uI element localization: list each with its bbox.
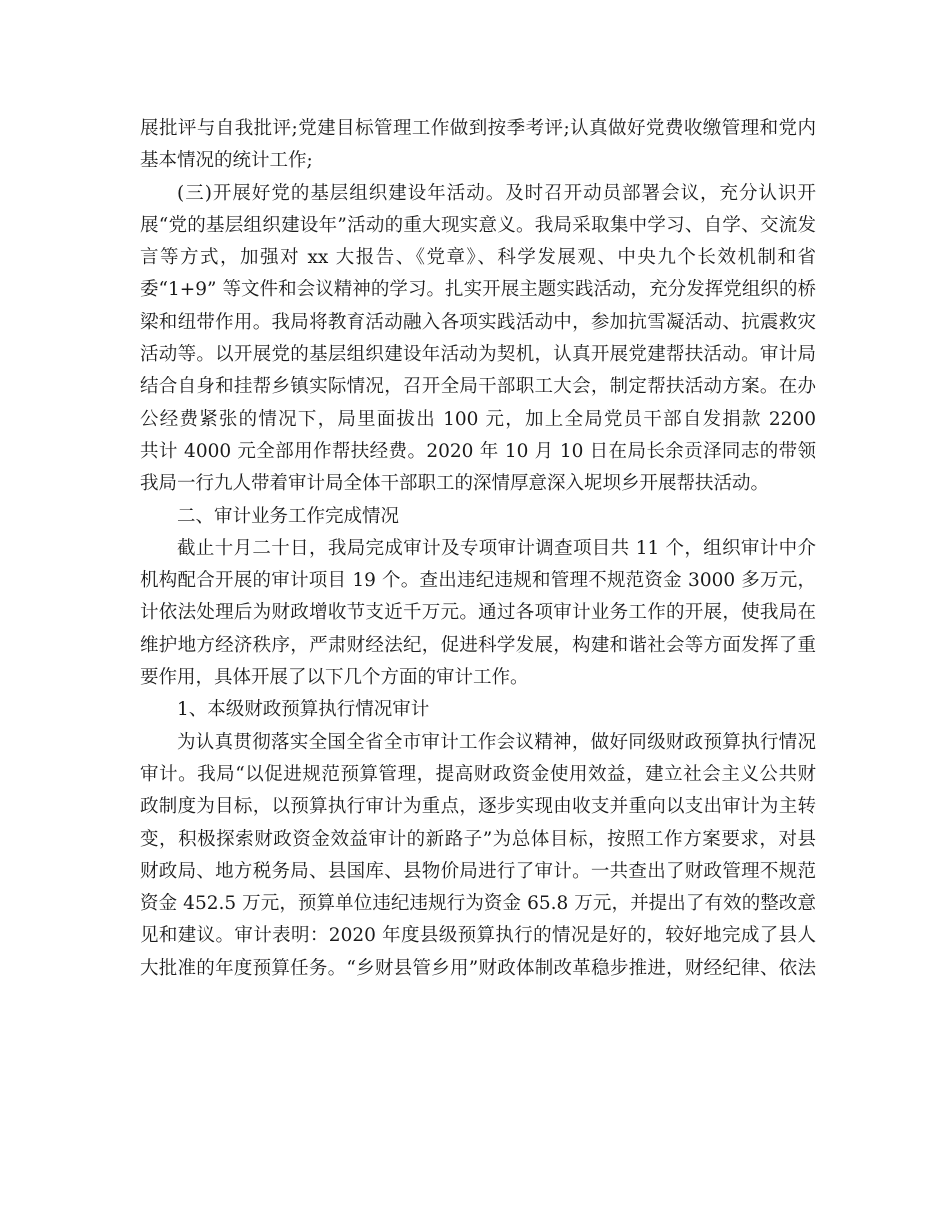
text-line: 截止十月二十日，我局完成审计及专项审计调查项目共 11 个，组织审计中介 — [177, 537, 816, 559]
text-line: 展“党的基层组织建设年”活动的重大现实意义。我局采取集中学习、自学、交流发 — [140, 214, 816, 236]
text-line: 结合自身和挂帮乡镇实际情况，召开全局干部职工大会，制定帮扶活动方案。在办 — [140, 376, 816, 398]
text-line: 要作用，具体开展了以下几个方面的审计工作。 — [140, 667, 529, 689]
text-line: 维护地方经济秩序，严肃财经法纪，促进科学发展，构建和谐社会等方面发挥了重 — [140, 634, 816, 656]
text-line: 政制度为目标，以预算执行审计为重点，逐步实现由收支并重向以支出审计为主转 — [140, 796, 816, 818]
text-line: 财政局、地方税务局、县国库、县物价局进行了审计。一共查出了财政管理不规范 — [140, 860, 816, 882]
text-line: 变，积极探索财政资金效益审计的新路子”为总体目标，按照工作方案要求，对县 — [140, 828, 816, 850]
text-line: 计依法处理后为财政增收节支近千万元。通过各项审计业务工作的开展，使我局在 — [140, 602, 816, 624]
text-line: 1、本级财政预算执行情况审计 — [177, 699, 430, 721]
text-line: 二、审计业务工作完成情况 — [177, 505, 400, 527]
text-line: 基本情况的统计工作; — [140, 150, 313, 172]
text-line: 共计 4000 元全部用作帮扶经费。2020 年 10 月 10 日在局长余贡泽同志的带领 — [140, 440, 816, 462]
text-line: (三)开展好党的基层组织建设年活动。及时召开动员部署会议，充分认识开 — [177, 182, 816, 204]
text-line: 言等方式，加强对 xx 大报告、《党章》、科学发展观、中央九个长效机制和省 — [140, 247, 816, 269]
text-line: 梁和纽带作用。我局将教育活动融入各项实践活动中，参加抗雪凝活动、抗震救灾 — [140, 311, 816, 333]
text-line: 活动等。以开展党的基层组织建设年活动为契机，认真开展党建帮扶活动。审计局 — [140, 344, 816, 366]
text-line: 机构配合开展的审计项目 19 个。查出违纪违规和管理不规范资金 3000 多万元， — [140, 570, 816, 592]
text-line: 展批评与自我批评;党建目标管理工作做到按季考评;认真做好党费收缴管理和党内 — [140, 118, 816, 139]
text-line: 委“1+9” 等文件和会议精神的学习。扎实开展主题实践活动，充分发挥党组织的桥 — [140, 279, 816, 301]
text-line: 大批准的年度预算任务。“乡财县管乡用”财政体制改革稳步推进，财经纪律、依法 — [140, 957, 816, 979]
text-line: 资金 452.5 万元，预算单位违纪违规行为资金 65.8 万元，并提出了有效的整改意 — [140, 893, 816, 915]
text-line: 公经费紧张的情况下，局里面拔出 100 元，加上全局党员干部自发捐款 2200 — [140, 408, 816, 430]
text-line: 见和建议。审计表明：2020 年度县级预算执行的情况是好的，较好地完成了县人 — [140, 925, 816, 947]
text-line: 审计。我局“以促进规范预算管理，提高财政资金使用效益，建立社会主义公共财 — [140, 763, 816, 785]
document-body — [140, 113, 816, 985]
text-line: 为认真贯彻落实全国全省全市审计工作会议精神，做好同级财政预算执行情况 — [177, 731, 816, 753]
text-line: 我局一行九人带着审计局全体干部职工的深情厚意深入坭坝乡开展帮扶活动。 — [140, 473, 770, 495]
